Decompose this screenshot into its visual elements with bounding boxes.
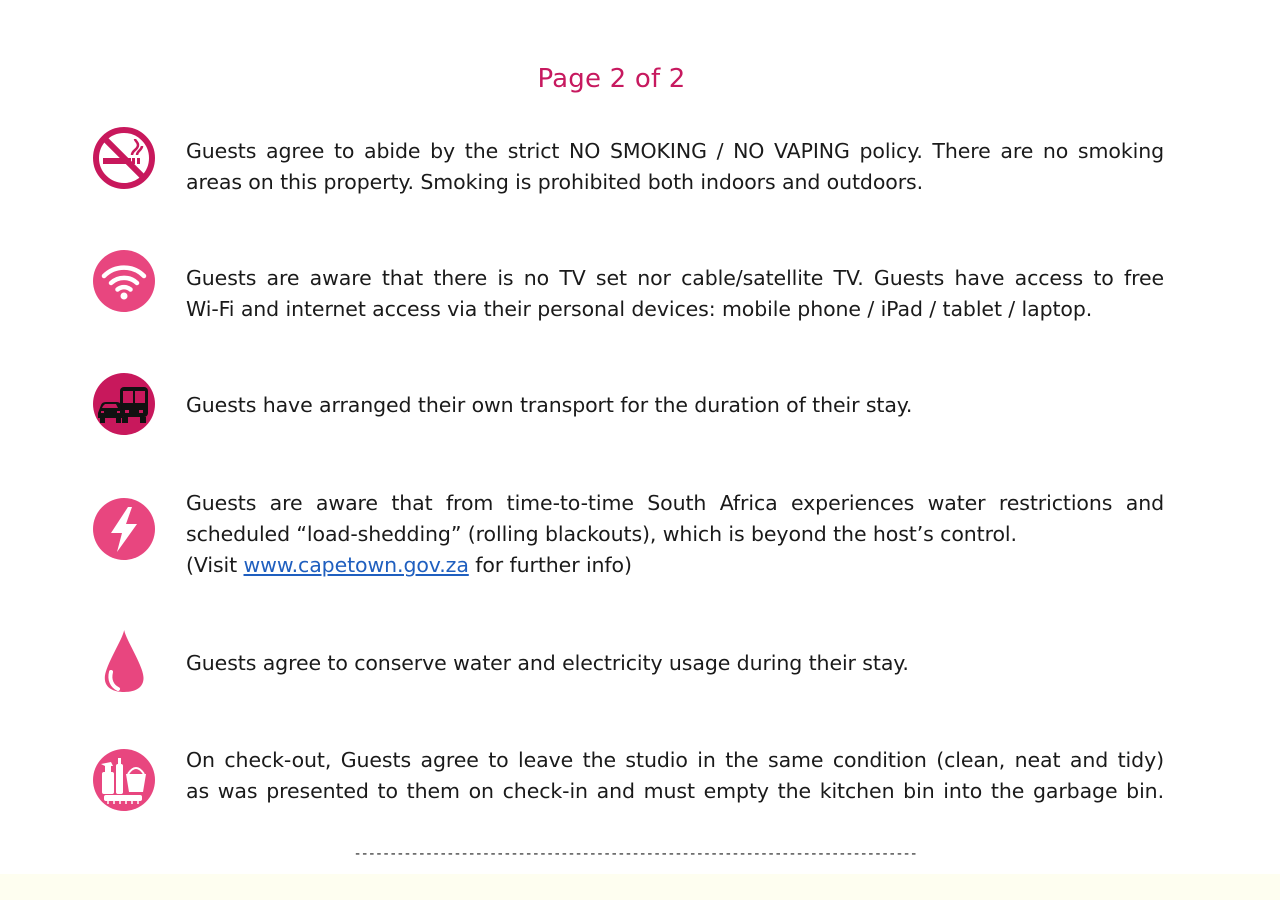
rule-text-wifi bbox=[186, 263, 1164, 325]
rule-line: areas on this property. Smoking is prohibited both indoors and outdoors. bbox=[186, 170, 924, 194]
wifi-icon bbox=[92, 249, 156, 313]
link-prefix: (Visit bbox=[186, 553, 244, 577]
rule-line: Guests have arranged their own transport for the duration of their stay. bbox=[186, 393, 913, 417]
cleaning-icon bbox=[92, 748, 156, 812]
rule-line: On check-out, Guests agree to leave the studio in the same condition (clean, neat and tidy) bbox=[186, 748, 1164, 772]
rule-text-no-smoking bbox=[186, 136, 1164, 198]
rule-line: Guests are aware that from time-to-time South Africa experiences water restrictions and bbox=[186, 491, 1164, 515]
capetown-website-link[interactable]: www.capetown.gov.za bbox=[243, 553, 469, 577]
rule-line: Guests agree to abide by the strict NO SMOKING / NO VAPING policy. There are no smoking bbox=[186, 139, 1164, 163]
rule-text-checkout bbox=[186, 745, 1164, 807]
lightning-icon bbox=[92, 497, 156, 561]
rule-line: scheduled “load-shedding” (rolling blackouts), which is beyond the host’s control. bbox=[186, 522, 1017, 546]
rule-line: Guests agree to conserve water and electricity usage during their stay. bbox=[186, 651, 909, 675]
rule-line: as was presented to them on check-in and must empty the kitchen bin into the garbage bin. bbox=[186, 779, 1164, 803]
rule-text-transport bbox=[186, 390, 1164, 421]
rule-line: Guests are aware that there is no TV set nor cable/satellite TV. Guests have access to free bbox=[186, 266, 1164, 290]
page-number-heading: Page 2 of 2 bbox=[537, 64, 686, 94]
dashed-separator: ------------------------------------------------------------------------------- bbox=[353, 846, 917, 862]
link-suffix: for further info) bbox=[468, 553, 632, 577]
transport-icon bbox=[92, 372, 156, 436]
footer-band bbox=[0, 874, 1280, 900]
rule-text-load-shedding bbox=[186, 488, 1164, 581]
no-smoking-icon bbox=[92, 126, 156, 190]
visit-link-line bbox=[186, 550, 1164, 581]
rule-line: Wi-Fi and internet access via their personal devices: mobile phone / iPad / tablet / laptop. bbox=[186, 297, 1093, 321]
water-drop-icon bbox=[92, 628, 156, 692]
rule-text-conserve bbox=[186, 648, 1164, 679]
